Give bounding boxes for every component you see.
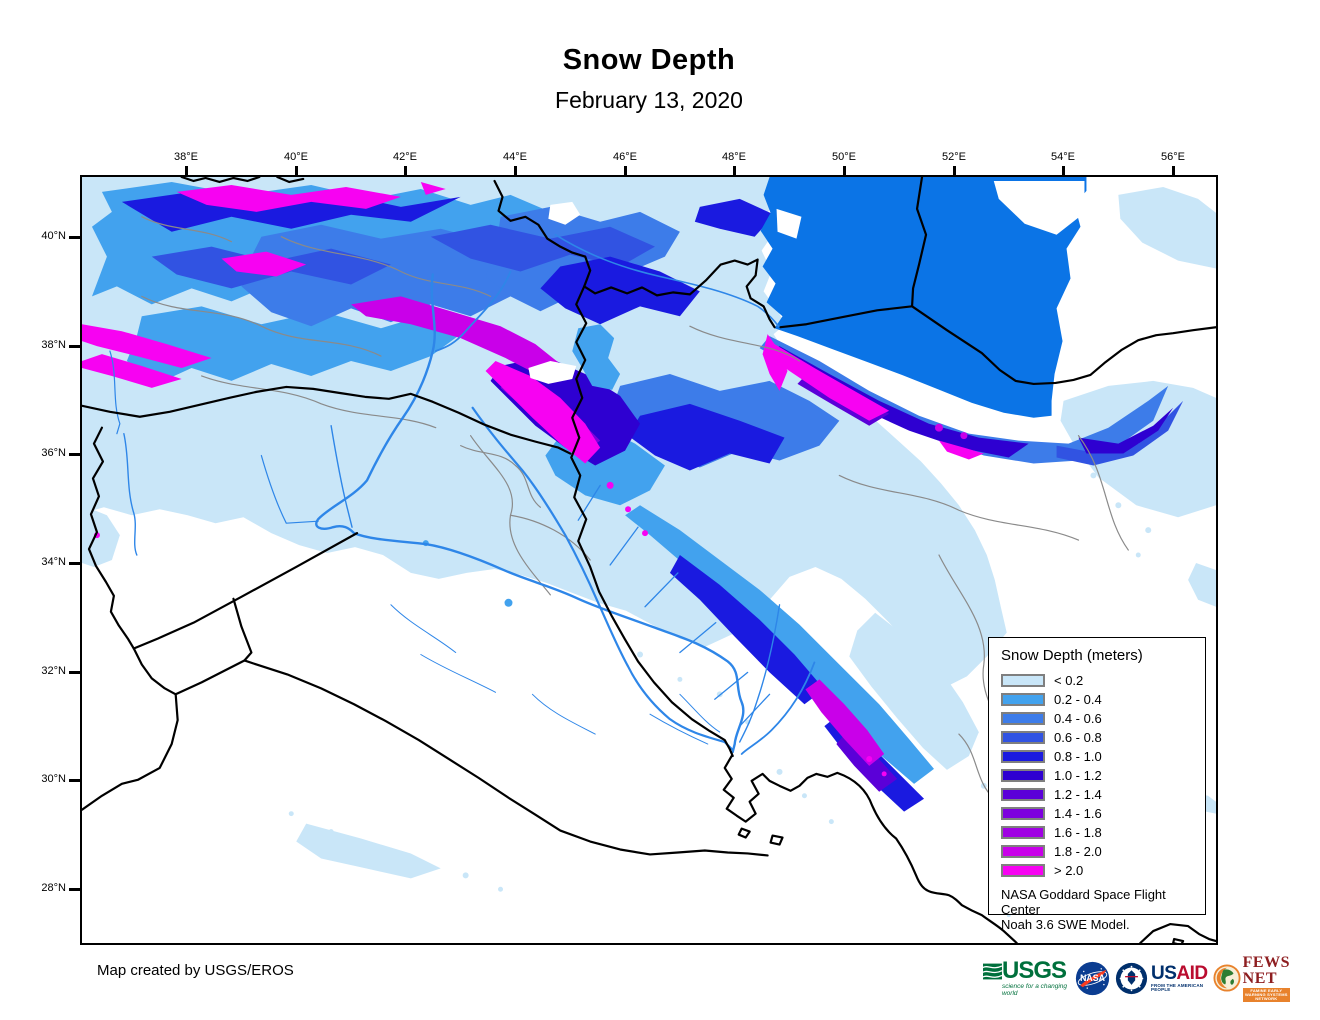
- lat-tick: [69, 453, 80, 456]
- lon-label: 42°E: [393, 151, 417, 163]
- legend-label: > 2.0: [1054, 863, 1084, 878]
- legend-label: 1.0 - 1.2: [1054, 768, 1102, 783]
- lon-label: 46°E: [613, 151, 637, 163]
- legend-swatch: [1001, 864, 1045, 877]
- lon-tick: [733, 166, 736, 175]
- legend-label: 1.4 - 1.6: [1054, 806, 1102, 821]
- lat-label: 40°N: [41, 230, 66, 242]
- legend-row: [1001, 804, 1205, 823]
- lon-label: 48°E: [722, 151, 746, 163]
- lat-tick: [69, 345, 80, 348]
- lat-label: 28°N: [41, 882, 66, 894]
- nasa-logo: [1075, 961, 1110, 996]
- lat-label: 38°N: [41, 339, 66, 351]
- lon-label: 56°E: [1161, 151, 1185, 163]
- legend-swatch: [1001, 731, 1045, 744]
- fewsnet-wordmark: FEWS NET: [1242, 953, 1290, 987]
- lon-label: 40°E: [284, 151, 308, 163]
- legend-label: 0.4 - 0.6: [1054, 711, 1102, 726]
- legend-row: [1001, 690, 1205, 709]
- legend-row: [1001, 728, 1205, 747]
- usaid-wordmark: USAID: [1151, 962, 1208, 984]
- page-subtitle: February 13, 2020: [555, 87, 743, 113]
- lat-tick: [69, 236, 80, 239]
- lon-tick: [624, 166, 627, 175]
- lat-label: 36°N: [41, 447, 66, 459]
- lon-label: 38°E: [174, 151, 198, 163]
- lon-label: 54°E: [1051, 151, 1075, 163]
- legend-row: [1001, 709, 1205, 728]
- fewsnet-globe-icon: [1213, 964, 1241, 992]
- lat-tick: [69, 671, 80, 674]
- usaid-logo: [1115, 962, 1208, 995]
- legend-swatch: [1001, 788, 1045, 801]
- lat-tick: [69, 888, 80, 891]
- lat-label: 30°N: [41, 773, 66, 785]
- usgs-wave-icon: [983, 962, 1002, 981]
- fewsnet-tagline: FAMINE EARLY WARNING SYSTEMS NETWORK: [1243, 988, 1290, 1002]
- legend-row: [1001, 766, 1205, 785]
- legend-swatch: [1001, 826, 1045, 839]
- usgs-wordmark: USGS: [1001, 957, 1066, 984]
- lon-label: 50°E: [832, 151, 856, 163]
- lon-tick: [1062, 166, 1065, 175]
- lon-tick: [953, 166, 956, 175]
- lon-tick: [295, 166, 298, 175]
- lat-label: 34°N: [41, 556, 66, 568]
- legend-label: 1.6 - 1.8: [1054, 825, 1102, 840]
- legend-label: 0.6 - 0.8: [1054, 730, 1102, 745]
- logo-strip: [983, 953, 1290, 1001]
- legend-swatch: [1001, 712, 1045, 725]
- legend-label: 1.2 - 1.4: [1054, 787, 1102, 802]
- lat-tick: [69, 779, 80, 782]
- lon-tick: [843, 166, 846, 175]
- usaid-seal-icon: [1115, 962, 1148, 995]
- lon-tick: [185, 166, 188, 175]
- legend-row: [1001, 861, 1205, 880]
- legend-swatch: [1001, 807, 1045, 820]
- legend-row: [1001, 671, 1205, 690]
- map-credit: Map created by USGS/EROS: [97, 962, 294, 979]
- usgs-logo: [983, 959, 1070, 997]
- usaid-tagline: FROM THE AMERICAN PEOPLE: [1151, 982, 1204, 992]
- lon-tick: [514, 166, 517, 175]
- fewsnet-logo: [1213, 955, 1290, 1002]
- lon-tick: [404, 166, 407, 175]
- legend-swatch: [1001, 750, 1045, 763]
- legend-row: [1001, 747, 1205, 766]
- legend: [988, 637, 1206, 932]
- legend-swatch: [1001, 693, 1045, 706]
- lon-label: 52°E: [942, 151, 966, 163]
- nasa-wordmark: NASA: [1080, 972, 1105, 983]
- legend-note: NASA Goddard Space Flight Center Noah 3.6 SWE Model.: [1001, 887, 1166, 932]
- legend-title: Snow Depth (meters): [1001, 647, 1143, 664]
- legend-row: [1001, 785, 1205, 804]
- legend-label: 0.2 - 0.4: [1054, 692, 1102, 707]
- legend-row: [1001, 842, 1205, 861]
- lon-label: 44°E: [503, 151, 527, 163]
- legend-row: [1001, 823, 1205, 842]
- page-title: Snow Depth: [562, 44, 736, 76]
- legend-label: 0.8 - 1.0: [1054, 749, 1102, 764]
- legend-label: < 0.2: [1054, 673, 1084, 688]
- legend-swatch: [1001, 769, 1045, 782]
- lat-tick: [69, 562, 80, 565]
- legend-swatch: [1001, 674, 1045, 687]
- legend-swatch: [1001, 845, 1045, 858]
- legend-label: 1.8 - 2.0: [1054, 844, 1102, 859]
- usgs-tagline: science for a changing world: [1001, 983, 1068, 997]
- lon-tick: [1172, 166, 1175, 175]
- lat-label: 32°N: [41, 665, 66, 677]
